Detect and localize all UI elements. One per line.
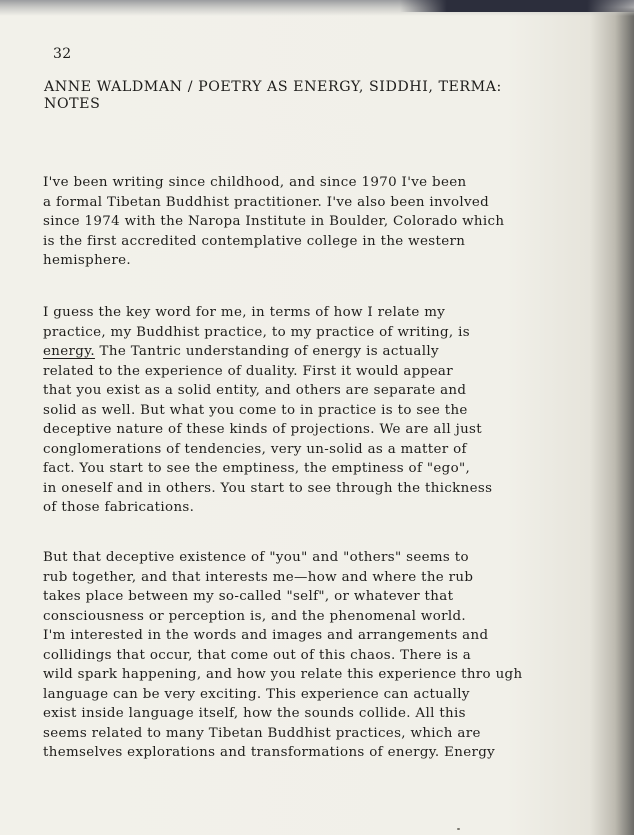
paragraph-line: is the first accredited contemplative college in the western xyxy=(43,233,466,249)
paragraph-line: I've been writing since childhood, and since 1970 I've been xyxy=(43,175,467,190)
paper-speck xyxy=(457,828,460,830)
paragraph-line: practice, my Buddhist practice, to my practice of writing, is xyxy=(43,324,470,340)
paragraph-line: conglomerations of tendencies, very un-solid as a matter of xyxy=(43,441,467,457)
paragraph-line: themselves explorations and transformations of energy. Energy xyxy=(43,745,496,760)
paragraph-line: I'm interested in the words and images and arrangements and xyxy=(43,628,489,643)
paragraph-line: exist inside language itself, how the sounds collide. All this xyxy=(43,706,466,721)
paragraph-1 xyxy=(43,173,504,271)
paragraph-line: fact. You start to see the emptiness, the emptiness of "ego", xyxy=(43,461,471,476)
paragraph-line: wild spark happening, and how you relate this experience thro ugh xyxy=(43,667,523,682)
paragraph-line: collidings that occur, that come out of this chaos. There is a xyxy=(43,647,472,663)
paragraph-line: hemisphere. xyxy=(43,253,131,268)
paragraph-line: since 1974 with the Naropa Institute in Boulder, Colorado which xyxy=(43,214,505,229)
paragraph-line: But that deceptive existence of "you" and "others" seems to xyxy=(43,550,469,565)
paragraph-line: I guess the key word for me, in terms of how I relate my xyxy=(43,305,446,320)
page-title-line1: ANNE WALDMAN / POETRY AS ENERGY, SIDDHI, TERMA: xyxy=(44,79,502,95)
page-title-line2: NOTES xyxy=(44,96,101,112)
paragraph-line: language can be very exciting. This experience can actually xyxy=(43,686,470,702)
paragraph-line: consciousness or perception is, and the phenomenal world. xyxy=(43,608,467,624)
paragraph-line: of those fabrications. xyxy=(43,500,195,515)
page-number: 32 xyxy=(53,46,72,62)
paragraph-line: seems related to many Tibetan Buddhist practices, which are xyxy=(43,725,481,741)
paragraph-line-rest: The Tantric understanding of energy is actually xyxy=(94,344,439,359)
paragraph-line: that you exist as a solid entity, and others are separate and xyxy=(43,383,467,398)
paragraph-line: in oneself and in others. You start to see through the thickness xyxy=(43,480,493,496)
paragraph-line: a formal Tibetan Buddhist practitioner. I've also been involved xyxy=(43,194,490,210)
paragraph-2 xyxy=(43,303,492,518)
paragraph-line: rub together, and that interests me—how and where the rub xyxy=(43,569,474,585)
paragraph-line: takes place between my so-called "self", or whatever that xyxy=(43,589,454,604)
top-edge-dark-strip xyxy=(400,0,634,12)
paragraph-line: related to the experience of duality. First it would appear xyxy=(43,363,453,379)
paragraph-line: solid as well. But what you come to in practice is to see the xyxy=(43,402,468,418)
paragraph-3 xyxy=(43,548,522,763)
paragraph-line: deceptive nature of these kinds of projections. We are all just xyxy=(43,422,482,437)
underlined-word-energy: energy. xyxy=(43,344,95,359)
paragraph-line-with-emphasis xyxy=(43,342,492,362)
